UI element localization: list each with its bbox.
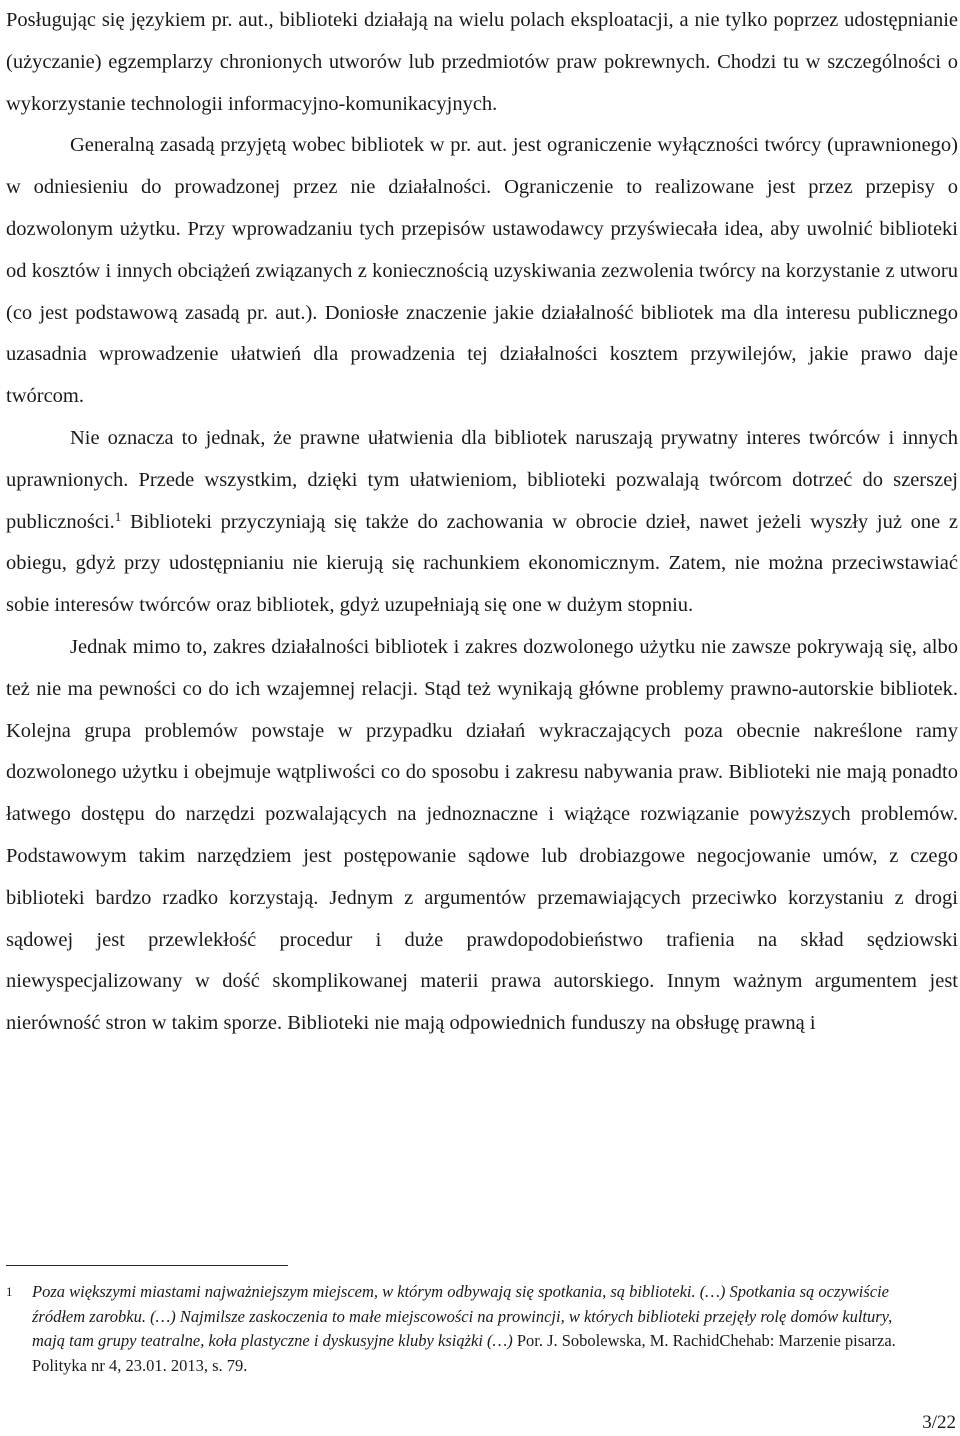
footnote-reference[interactable]: 1 <box>114 508 122 524</box>
footnote-quote: Poza większymi miastami najważniejszym miejscem, w którym odbywają się spotkania, są biblioteki. (…) Spotkania są oczywiście źródłem zarobku. (…) Najmilsze zaskoczenia to małe miejscowości na prowincji, w których biblioteki przejęły rolę domów kultury, mają tam grupy teatralne, koła plastyczne i dyskusyjne kluby książki (…) <box>32 1282 893 1350</box>
footnote-text <box>32 1280 922 1378</box>
paragraph-4-text: Jednak mimo to, zakres działalności bibliotek i zakres dozwolonego użytku nie zawsze pokrywają się, albo też nie ma pewności co do ich wzajemnej relacji. Stąd też wynikają główne problemy prawno-autorskie bibliotek. Kolejna grupa problemów powstaje w przypadku działań wykraczających poza obecnie nakreślone ramy dozwolonego użytku i obejmuje wątpliwości co do sposobu i zakresu nabywania praw. Biblioteki nie mają ponadto łatwego dostępu do narzędzi pozwalających na jednoznaczne i wiążące rozwiązanie powyższych problemów. Podstawowym takim narzędziem jest postępowanie sądowe lub drobiazgowe negocjowanie umów, z czego biblioteki bardzo rzadko korzystają. Jednym z argumentów przemawiających przeciwko korzystaniu z drogi sądowej jest przewlekłość procedur i duże prawdopodobieństwo trafienia na skład sędziowski niewyspecjalizowany w dość skomplikowanej materii prawa autorskiego. Innym ważnym argumentem jest nierówność stron w takim sporze. Biblioteki nie mają odpowiednich funduszy na obsługę prawną i <box>6 635 958 1035</box>
page-number: 3/22 <box>922 1412 956 1433</box>
paragraph-3-text-before-footnote: Nie oznacza to jednak, że prawne ułatwienia dla bibliotek naruszają prywatny interes twórców i innych uprawnionych. Przede wszystkim, dzięki tym ułatwieniom, biblioteki pozwalają twórcom dotrzeć do szerszej publiczności. <box>6 426 958 533</box>
paragraph-2-text: Generalną zasadą przyjętą wobec bibliotek w pr. aut. jest ograniczenie wyłączności twórcy (uprawnionego) w odniesieniu do prowadzonej przez nie działalności. Ograniczenie to realizowane jest przez przepisy o dozwolonym użytku. Przy wprowadzaniu tych przepisów ustawodawcy przyświecała idea, aby uwolnić biblioteki od kosztów i innych obciążeń związanych z koniecznością uzyskiwania zezwolenia twórcy na korzystanie z utworu (co jest podstawową zasadą pr. aut.). Doniosłe znaczenie jakie działalność bibliotek ma dla interesu publicznego uzasadnia wprowadzenie ułatwień dla prowadzenia tej działalności kosztem przywilejów, jakie prawo daje twórcom. <box>6 134 958 408</box>
paragraph-1 <box>6 0 958 125</box>
body-text <box>6 0 958 1045</box>
paragraph-1-text: Posługując się językiem pr. aut., biblioteki działają na wielu polach eksploatacji, a nie tylko poprzez udostępnianie (użyczanie) egzemplarzy chronionych utworów lub przedmiotów praw pokrewnych. Chodzi tu w szczególności o wykorzystanie technologii informacyjno-komunikacyjnych. <box>6 9 958 115</box>
footnote-number: 1 <box>6 1284 13 1299</box>
paragraph-4 <box>6 627 958 1045</box>
paragraph-2 <box>6 125 958 418</box>
footnote-citation: Por. J. Sobolewska, M. RachidChehab: Marzenie pisarza. Polityka nr 4, 23.01. 2013, s. 79. <box>32 1331 896 1375</box>
paragraph-3 <box>6 418 958 627</box>
footnote-separator <box>6 1265 288 1266</box>
paragraph-3-text-after-footnote: Biblioteki przyczyniają się także do zachowania w obrocie dzieł, nawet jeżeli wyszły już one z obiegu, gdyż przy udostępnianiu nie kierują się rachunkiem ekonomicznym. Zatem, nie można przeciwstawiać sobie interesów twórców oraz bibliotek, gdyż uzupełniają się one w dużym stopniu. <box>6 510 958 617</box>
